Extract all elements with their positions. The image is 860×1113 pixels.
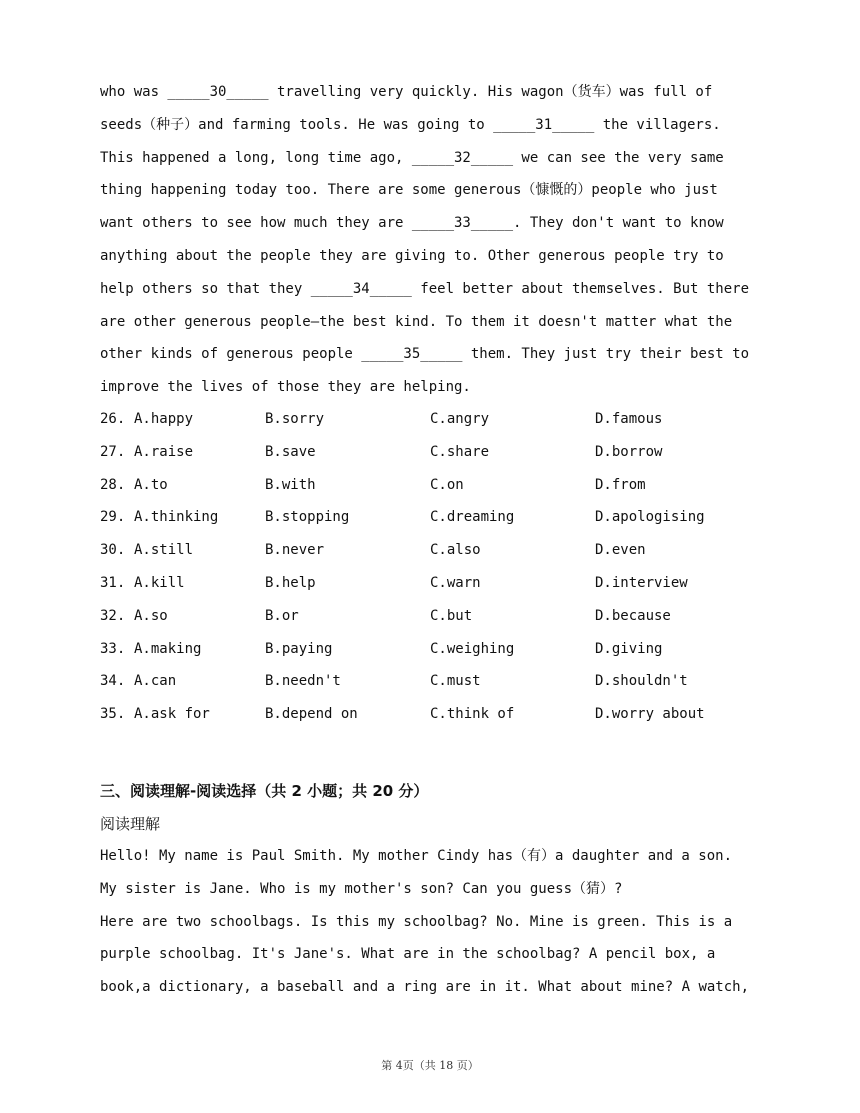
option-d: D.borrow bbox=[595, 443, 663, 460]
option-c: C.must bbox=[430, 673, 481, 690]
reading-line: purple schoolbag. It's Jane's. What are in the schoolbag? A pencil box, a bbox=[100, 946, 716, 963]
passage-line: want others to see how much they are _____33_____. They don't want to know bbox=[100, 215, 724, 232]
option-b: B.sorry bbox=[265, 411, 325, 427]
question-row bbox=[100, 469, 760, 502]
reading-line: Here are two schoolbags. Is this my schoolbag? No. Mine is green. This is a bbox=[100, 913, 733, 930]
question-number: 30. bbox=[100, 542, 126, 559]
option-c: C.on bbox=[430, 476, 464, 493]
passage-line: improve the lives of those they are helping. bbox=[100, 379, 471, 396]
option-b: B.with bbox=[265, 476, 316, 493]
option-b: B.never bbox=[265, 542, 325, 559]
reading-line: My sister is Jane. Who is my mother's son? Can you guess（猜）? bbox=[100, 880, 623, 897]
passage-line: who was _____30_____ travelling very quickly. His wagon（货车）was full of bbox=[100, 84, 713, 100]
reading-passage bbox=[100, 840, 760, 1004]
passage-line: are other generous people—the best kind. To them it doesn't matter what the bbox=[100, 313, 733, 330]
option-b: B.help bbox=[265, 574, 316, 591]
option-b: B.save bbox=[265, 443, 316, 460]
option-d: D.even bbox=[595, 542, 646, 559]
option-d: D.giving bbox=[595, 640, 663, 657]
option-a: A.making bbox=[134, 640, 202, 657]
question-row bbox=[100, 501, 760, 534]
option-a: A.so bbox=[134, 607, 168, 624]
question-number: 35. bbox=[100, 706, 126, 723]
option-a: A.to bbox=[134, 476, 168, 493]
reading-line: Hello! My name is Paul Smith. My mother Cindy has（有）a daughter and a son. bbox=[100, 848, 733, 864]
question-number: 29. bbox=[100, 509, 126, 526]
cloze-passage bbox=[100, 76, 760, 404]
option-c: C.also bbox=[430, 542, 481, 559]
option-b: B.stopping bbox=[265, 509, 350, 526]
option-a: A.kill bbox=[134, 574, 185, 591]
option-c: C.warn bbox=[430, 574, 481, 591]
option-d: D.shouldn't bbox=[595, 673, 688, 690]
question-row bbox=[100, 403, 760, 436]
section-subheading: 阅读理解 bbox=[100, 815, 161, 833]
question-row bbox=[100, 567, 760, 600]
passage-line: other kinds of generous people _____35_____ them. They just try their best to bbox=[100, 346, 750, 363]
passage-line: help others so that they _____34_____ feel better about themselves. But there bbox=[100, 280, 750, 297]
passage-line: thing happening today too. There are some generous（慷慨的）people who just bbox=[100, 182, 718, 199]
question-row bbox=[100, 665, 760, 698]
answer-options bbox=[100, 403, 760, 731]
reading-line: book,a dictionary, a baseball and a ring are in it. What about mine? A watch, bbox=[100, 979, 750, 996]
option-d: D.because bbox=[595, 607, 671, 624]
page-footer: 第 4页（共 18 页） bbox=[381, 1059, 479, 1072]
option-c: C.think of bbox=[430, 706, 515, 723]
question-row bbox=[100, 436, 760, 469]
option-c: C.share bbox=[430, 443, 490, 460]
option-c: C.but bbox=[430, 607, 473, 624]
question-number: 31. bbox=[100, 574, 126, 591]
option-b: B.or bbox=[265, 607, 299, 624]
option-a: A.thinking bbox=[134, 509, 219, 526]
question-row bbox=[100, 698, 760, 731]
passage-line: anything about the people they are giving to. Other generous people try to bbox=[100, 247, 724, 264]
option-a: A.can bbox=[134, 673, 177, 690]
option-a: A.still bbox=[134, 542, 194, 559]
option-c: C.dreaming bbox=[430, 509, 515, 526]
question-row bbox=[100, 633, 760, 666]
question-number: 33. bbox=[100, 640, 126, 657]
question-number: 26. bbox=[100, 411, 126, 427]
option-b: B.needn't bbox=[265, 673, 341, 690]
question-row bbox=[100, 534, 760, 567]
option-d: D.interview bbox=[595, 574, 688, 591]
option-b: B.paying bbox=[265, 640, 333, 657]
option-a: A.happy bbox=[134, 411, 194, 427]
option-c: C.weighing bbox=[430, 640, 515, 657]
section-heading: 三、阅读理解-阅读选择（共 2 小题；共 20 分） bbox=[100, 782, 429, 800]
option-a: A.raise bbox=[134, 443, 194, 460]
question-number: 32. bbox=[100, 607, 126, 624]
option-d: D.apologising bbox=[595, 509, 705, 526]
passage-line: This happened a long, long time ago, _____32_____ we can see the very same bbox=[100, 149, 724, 166]
option-b: B.depend on bbox=[265, 706, 358, 723]
option-a: A.ask for bbox=[134, 706, 210, 723]
passage-line: seeds（种子）and farming tools. He was going to _____31_____ the villagers. bbox=[100, 116, 721, 133]
option-c: C.angry bbox=[430, 411, 490, 427]
question-number: 27. bbox=[100, 443, 126, 460]
question-row bbox=[100, 600, 760, 633]
question-number: 28. bbox=[100, 476, 126, 493]
option-d: D.worry about bbox=[595, 706, 705, 723]
option-d: D.famous bbox=[595, 411, 663, 427]
option-d: D.from bbox=[595, 476, 646, 493]
question-number: 34. bbox=[100, 673, 126, 690]
